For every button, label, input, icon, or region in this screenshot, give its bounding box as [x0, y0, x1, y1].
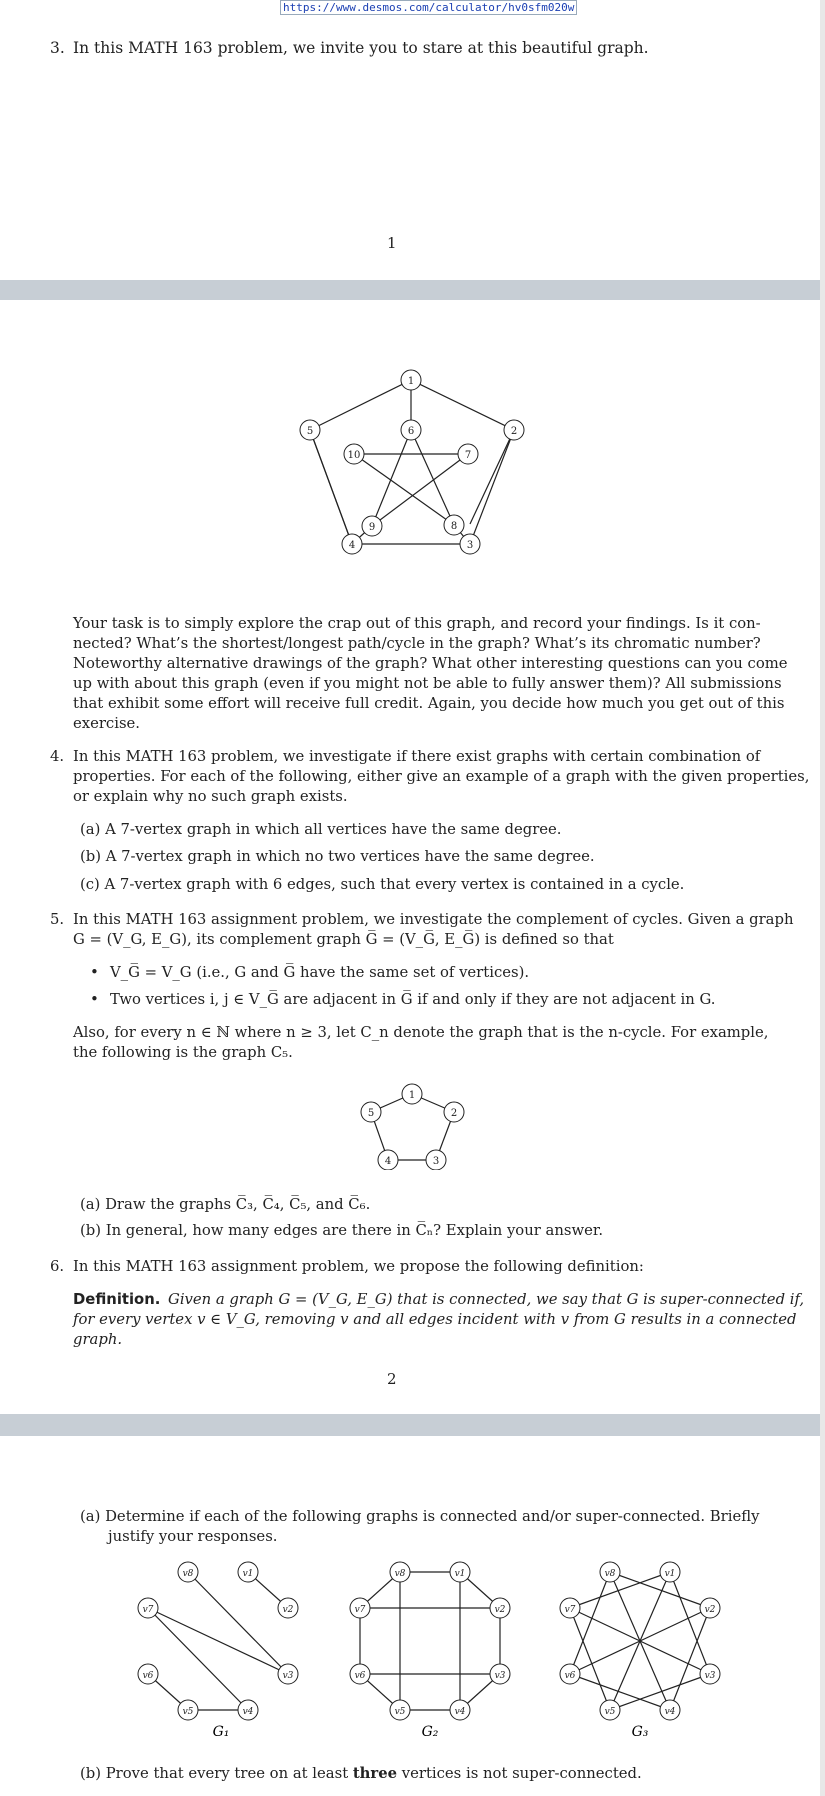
page-2: 1 2 3 4 5 6 7 8 9 10 Your task is to simply explore the crap out of this graph, and record your findings. Is it con- nected? What’s the shortest/longest path/cycle in the graph? What’s its chromatic number? Noteworthy alternative drawings of the graph? What other interesting questions can you come up with about this graph (even if you might not be able to fully answer them)? All submissions that exhibit some effort will receive full credit. Again, you decide how much you get out of this exercise. 4. In this MATH 163 problem, we investigate if there exist graphs with certain combination of properties. For each of the following, either give an example of a graph with the given properties, or explain why no such graph exists. (a) A 7-vertex graph in which all vertices have the same degree. (b) A 7-vertex graph in which no two vertices have the same degree. (c) A 7-vertex graph with 6 edges, such that every vertex is contained in a cycle. 5. In this MATH 163 assignment problem, we investigate the complement of cycles. Given a graph G = (V_G, E_G), its complement graph G̅ = (V_G̅, E_G̅) is defined so that • V_G̅ = V_G (i.e., G and G̅ have the same set of vertices). • Two vertices i, j ∈ V_G̅ are adjacent in G̅ if and only if they are not adjacent in G. Also, for every n ∈ ℕ where n ≥ 3, let C_n denote the graph that is the n-cycle. For example, the following is the graph C₅. 1 2 3 4 5 (a) Draw the graphs C̅₃, C̅₄, C̅₅, and C̅₆. (b) In general, how many edges are there in C̅ₙ? Explain your answer. 6. In this MATH 163 assignment problem, we propose the following definition: Definition. Given a graph G = (V_G, E_G) that is connected, we say that G is super-connected if, for every vertex v ∈ V_G, removing v and all edges incident with v from G results in a connected graph. 2 [0, 300, 820, 1414]
problem-3-number: 3. [50, 39, 65, 57]
page-number: 1 [387, 234, 397, 252]
g3-label-v6: v6 [564, 1671, 576, 1681]
g2-label-v4: v4 [454, 1707, 466, 1717]
g2-label-v7: v7 [354, 1605, 366, 1615]
problem-4-part-a: (a) A 7-vertex graph in which all vertices have the same degree. [80, 821, 562, 838]
c5-label-5: 5 [367, 1108, 375, 1119]
problem-4-number: 4. [50, 748, 65, 765]
g2-label-v5: v5 [394, 1707, 406, 1717]
page-gap [0, 280, 825, 300]
problem-6-number: 6. [50, 1258, 65, 1275]
c5-label-4: 4 [384, 1156, 392, 1167]
petersen-label-7: 7 [464, 450, 472, 461]
problem-4-part-c: (c) A 7-vertex graph with 6 edges, such that every vertex is contained in a cycle. [80, 876, 685, 893]
problem-5-also-2: the following is the graph C₅. [73, 1044, 293, 1061]
problem-3-text: In this MATH 163 problem, we invite you to stare at this beautiful graph. [73, 39, 649, 57]
petersen-label-4: 4 [348, 540, 356, 551]
part-a-line-2: justify your responses. [108, 1528, 278, 1545]
graph-g2 [342, 1554, 522, 1739]
g2-label-v2: v2 [494, 1605, 506, 1615]
problem-5-also-1: Also, for every n ∈ ℕ where n ≥ 3, let C_n denote the graph that is the n-cycle. For example, [73, 1024, 769, 1041]
scrollbar[interactable] [820, 0, 825, 1796]
g1-label-v3: v3 [282, 1671, 294, 1681]
page-1 [0, 0, 820, 280]
graph-name-g2: G₂ [421, 1724, 439, 1739]
problem-4-part-b: (b) A 7-vertex graph in which no two vertices have the same degree. [80, 848, 595, 865]
part-a-line-1: (a) Determine if each of the following graphs is connected and/or super-connected. Briefly [80, 1508, 760, 1525]
g2-label-v8: v8 [394, 1569, 406, 1579]
g3-label-v5: v5 [604, 1707, 616, 1717]
part-b: (b) Prove that every tree on at least three vertices is not super-connected. [80, 1765, 642, 1782]
petersen-label-2: 2 [510, 426, 518, 437]
g1-label-v7: v7 [142, 1605, 154, 1615]
c5-label-1: 1 [408, 1090, 416, 1101]
g2-label-v1: v1 [454, 1569, 466, 1579]
g3-label-v3: v3 [704, 1671, 716, 1681]
g3-label-v8: v8 [604, 1569, 616, 1579]
g3-label-v4: v4 [664, 1707, 676, 1717]
url-link[interactable]: https://www.desmos.com/calculator/hv0sfm020w [280, 0, 577, 15]
petersen-label-1: 1 [407, 376, 415, 387]
problem-5-bullet-2: Two vertices i, j ∈ V_G̅ are adjacent in G̅ if and only if they are not adjacent in G. [110, 991, 716, 1008]
problem-5-line-2: G = (V_G, E_G), its complement graph G̅ = (V_G̅, E_G̅) is defined so that [73, 931, 614, 948]
graph-name-g3: G₃ [631, 1724, 649, 1739]
definition-label: Definition. [73, 1291, 161, 1308]
c5-label-2: 2 [450, 1108, 458, 1119]
page-3 [0, 1436, 820, 1796]
page-gap [0, 1414, 825, 1436]
g1-label-v6: v6 [142, 1671, 154, 1681]
c5-graph [350, 1080, 470, 1170]
problem-5-number: 5. [50, 911, 65, 928]
g1-label-v8: v8 [182, 1569, 194, 1579]
definition-line-3: graph. [73, 1331, 123, 1348]
g2-label-v6: v6 [354, 1671, 366, 1681]
petersen-nodes [300, 370, 524, 554]
page-number: 2 [387, 1370, 397, 1388]
graph-g3 [552, 1554, 732, 1739]
petersen-graph [280, 360, 540, 585]
g1-label-v1: v1 [242, 1569, 254, 1579]
graph-g1 [130, 1554, 310, 1739]
graph-name-g1: G₁ [212, 1724, 230, 1739]
bullet-icon: • [90, 963, 99, 981]
g3-label-v2: v2 [704, 1605, 716, 1615]
problem-5-part-a: (a) Draw the graphs C̅₃, C̅₄, C̅₅, and C̅₆. [80, 1196, 371, 1213]
g1-label-v4: v4 [242, 1707, 254, 1717]
g3-label-v7: v7 [564, 1605, 576, 1615]
petersen-label-6: 6 [407, 426, 415, 437]
petersen-label-8: 8 [450, 521, 458, 532]
definition-line-1: Given a graph G = (V_G, E_G) that is connected, we say that G is super-connected if, [168, 1291, 805, 1308]
g1-label-v5: v5 [182, 1707, 194, 1717]
g2-label-v3: v3 [494, 1671, 506, 1681]
problem-5-part-b: (b) In general, how many edges are there in C̅ₙ? Explain your answer. [80, 1222, 604, 1239]
definition-line-2: for every vertex v ∈ V_G, removing v and all edges incident with v from G results in a connected [73, 1311, 797, 1328]
petersen-label-3: 3 [466, 540, 474, 551]
problem-5-line-1: In this MATH 163 assignment problem, we investigate the complement of cycles. Given a graph [73, 911, 794, 928]
problem-5-bullet-1: V_G̅ = V_G (i.e., G and G̅ have the same set of vertices). [110, 964, 530, 981]
petersen-label-5: 5 [306, 426, 314, 437]
petersen-label-9: 9 [368, 522, 376, 533]
petersen-label-10: 10 [347, 450, 361, 461]
c5-label-3: 3 [432, 1156, 440, 1167]
bullet-icon: • [90, 990, 99, 1008]
g1-label-v2: v2 [282, 1605, 294, 1615]
g3-label-v1: v1 [664, 1569, 676, 1579]
problem-6-text: In this MATH 163 assignment problem, we propose the following definition: [73, 1258, 644, 1275]
